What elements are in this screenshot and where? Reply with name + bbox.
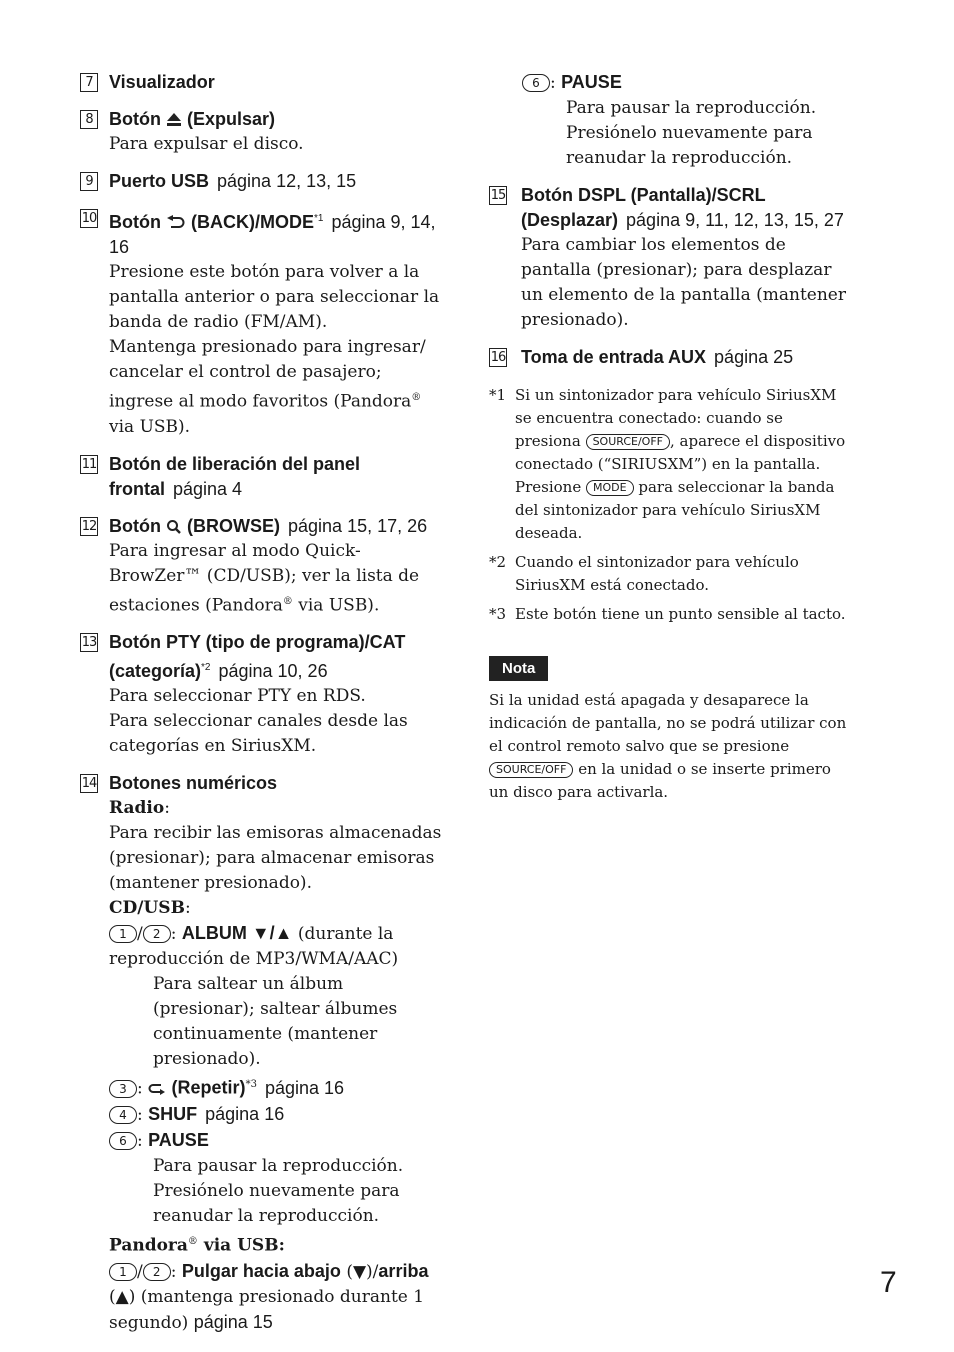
pause-row: 6 : PAUSE [522, 70, 849, 96]
album-row: 1 / 2 : ALBUM ▼/▲ (durante la reproducción de MP3/WMA/AAC) [109, 923, 399, 970]
footnote-ref: *1 [314, 213, 324, 224]
repeat-label: (Repetir) [171, 1077, 246, 1098]
item-heading: Botón de liberación del panel frontal [109, 453, 361, 499]
pause-label: PAUSE [148, 1129, 209, 1150]
item-7 [80, 70, 445, 95]
note-badge: Nota [489, 656, 548, 681]
page-reference: página 4 [173, 478, 243, 499]
item-heading: Visualizador [109, 72, 215, 92]
footnote-mark: *2 [489, 553, 507, 571]
album-label: ALBUM ▼/▲ [181, 923, 293, 944]
key-2: 2 [143, 1263, 171, 1281]
pause-continuation [489, 70, 849, 171]
key-2: 2 [143, 925, 171, 943]
item-heading: Toma de entrada AUX [521, 347, 707, 367]
page-reference: página 25 [714, 347, 794, 367]
item-heading: Puerto USB [109, 171, 210, 191]
pause-sub-description: Para pausar la reproducción. Presiónelo nuevamente para reanudar la reproducción. [153, 1155, 404, 1226]
pause-label: PAUSE [561, 72, 622, 92]
item-8 [80, 107, 445, 157]
page-reference: página 10, 26 [218, 661, 328, 682]
footnote-3: *3 Este botón tiene un punto sensible al tacto. [489, 603, 849, 626]
item-description: Presione este botón para volver a la pantalla anterior o para seleccionar la banda de radio (FM/AM). [109, 262, 440, 332]
radio-description: Para recibir las emisoras almacenadas (presionar); para almacenar emisoras (mantener presionado). [109, 823, 442, 894]
page-reference: página 9, 14, 16 [109, 212, 436, 257]
item-12 [80, 514, 445, 619]
item-number: 12 [81, 518, 97, 534]
footnote-mark: *3 [489, 605, 507, 623]
item-heading: Botones numéricos [109, 773, 278, 794]
item-description: Para seleccionar canales desde las categorías en SiriusXM. [109, 711, 408, 757]
item-description: Para expulsar el disco. [109, 134, 304, 154]
item-15 [489, 183, 849, 333]
cdusb-label: CD/USB [109, 898, 185, 919]
key-6: 6 [522, 74, 550, 92]
item-heading-suffix: (BROWSE) [187, 515, 281, 536]
item-number: 9 [80, 172, 98, 191]
item-description: Para cambiar los elementos de pantalla (presionar); para desplazar un elemento de la pantalla (mantener presionado). [521, 235, 846, 330]
key-6: 6 [109, 1132, 137, 1150]
shuf-row: 4 : SHUF página 16 [109, 1102, 445, 1128]
item-number: 8 [80, 110, 98, 129]
thumb-down-label: Pulgar hacia abajo [181, 1260, 341, 1281]
page-reference: página 15, 17, 26 [288, 515, 428, 536]
album-sub-description: Para saltear un álbum (presionar); saltear álbumes continuamente (mantener presionado). [153, 974, 398, 1070]
item-heading-suffix: (Expulsar) [187, 109, 276, 129]
item-heading: Botón DSPL (Pantalla)/SCRL (Desplazar) [521, 185, 766, 230]
key-3: 3 [109, 1080, 137, 1098]
item-heading: Botón [109, 212, 161, 232]
footnote-ref: *3 [245, 1079, 257, 1091]
left-column [80, 70, 445, 1348]
key-1: 1 [109, 1263, 137, 1281]
shuf-label: SHUF [148, 1103, 198, 1124]
footnote-mark: *1 [489, 386, 507, 404]
item-description: Mantenga presionado para ingresar/ cancelar el control de pasajero; ingrese al modo favoritos (Pandora® via USB). [109, 337, 426, 437]
footnote-2: *2 Cuando el sintonizador para vehículo SiriusXM está conectado. [489, 553, 799, 594]
item-11 [80, 452, 445, 502]
pause-row: 6 : PAUSE [109, 1128, 445, 1154]
key-4: 4 [109, 1106, 137, 1124]
item-number: 10 [81, 211, 97, 226]
item-number: 7 [80, 73, 98, 92]
item-number: 15 [490, 188, 506, 203]
note-text: Si la unidad está apagada y desaparece la indicación de pantalla, no se podrá utilizar con el control remoto salvo que se presione SOURCE/OFF en la unidad o se inserte primero un disco para activarla. [489, 691, 847, 801]
footnote-1: *1 Si un sintonizador para vehículo SiriusXM se encuentra conectado: cuando se presiona SOURCE/OFF , aparece el dispositivo conectado (“SIRIUSXM”) en la pantalla. Presione MODE para seleccionar la banda del sintonizador para vehículo SiriusXM deseada. [489, 386, 846, 542]
mode-button: MODE [586, 480, 634, 496]
item-description: Para seleccionar PTY en RDS. [109, 686, 366, 707]
source-off-button: SOURCE/OFF [489, 762, 573, 778]
page-number: 7 [880, 1266, 897, 1299]
page-reference: página 12, 13, 15 [217, 171, 357, 191]
right-column [489, 70, 849, 804]
footnote-ref: *2 [201, 662, 211, 674]
source-off-button: SOURCE/OFF [586, 434, 670, 450]
item-13 [80, 630, 445, 759]
thumb-row: 1 / 2 : Pulgar hacia abajo (▼)/arriba (▲) (mantenga presionado durante 1 segundo) página 15 [109, 1260, 429, 1333]
thumb-up-label: arriba [378, 1260, 429, 1281]
repeat-icon [148, 1082, 166, 1096]
item-heading: Botón [109, 109, 161, 129]
radio-label: Radio [109, 798, 165, 819]
search-icon [166, 519, 182, 534]
pandora-label: Pandora [109, 1235, 188, 1256]
item-description: Para ingresar al modo Quick-BrowZer™ (CD/USB); ver la lista de estaciones (Pandora® via USB). [109, 540, 420, 616]
item-number: 11 [81, 456, 97, 472]
page-reference: página 9, 11, 12, 13, 15, 27 [626, 210, 844, 230]
item-14: 14 Botones numéricos Radio: Para recibir las emisoras almacenadas (presionar); para almacenar emisoras (mantener presionado). CD/USB: 1 / 2 : ALBUM ▼/▲ (durante la reproducción de MP3/WMA/AAC) Para saltear un álbum (presionar); saltear álbumes continuamente (mantener presionado). 3 : (Repetir)$^{*3}$ página 16 4 : SHUF página 16 6 : PAUSE Para pausar la reproducción. Presiónelo nuevamente para reanudar la reproducción. Pandora® via USB: 1 / 2 : Pulgar hacia abajo (▼)/arriba (▲) (mantenga presionado durante 1 segundo) página 15 [80, 771, 445, 1335]
eject-icon [166, 112, 182, 127]
key-1: 1 [109, 925, 137, 943]
page-reference: página 16 [264, 1077, 345, 1098]
back-arrow-icon [166, 215, 186, 230]
item-heading: Botón PTY (tipo de programa)/CAT (categoría) [109, 632, 406, 682]
item-heading-suffix: (BACK)/MODE [191, 212, 315, 232]
item-number: 13 [81, 635, 97, 651]
item-number: 14 [81, 776, 97, 792]
pause-sub-description: Para pausar la reproducción. Presiónelo nuevamente para reanudar la reproducción. [566, 98, 817, 168]
page-reference: página 15 [193, 1311, 273, 1332]
page-reference: página 16 [205, 1103, 285, 1124]
repeat-row: 3 : (Repetir)$^{*3}$ página 16 [109, 1072, 445, 1102]
item-9 [80, 169, 445, 194]
album-description: (durante la reproducción de MP3/WMA/AAC) [109, 924, 399, 970]
item-heading: Botón [109, 515, 161, 536]
item-16 [489, 345, 849, 370]
item-number: 16 [490, 350, 506, 365]
item-10 [80, 206, 445, 440]
